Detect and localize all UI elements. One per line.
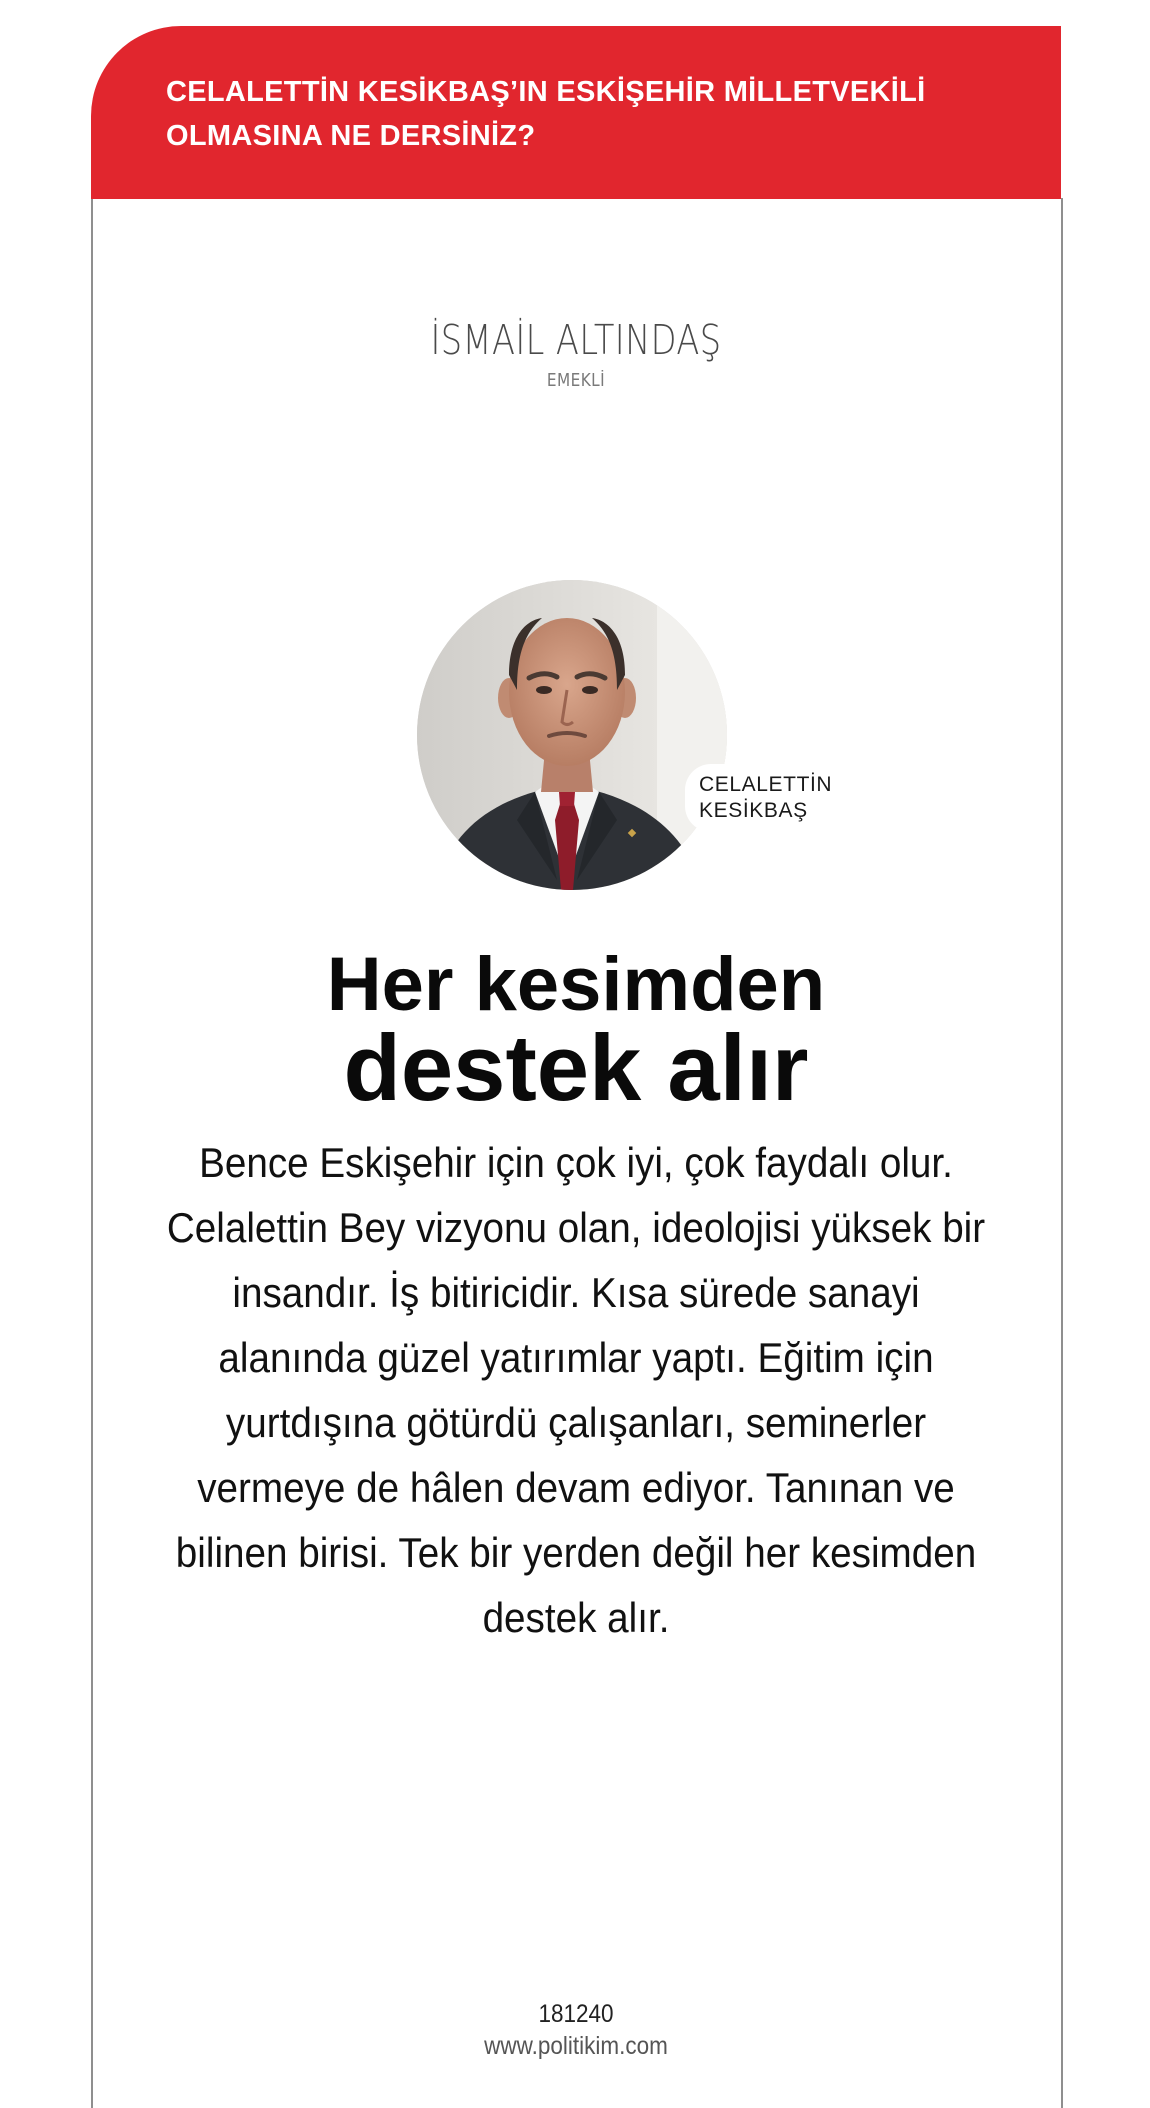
headline-line-2: destek alır	[343, 1015, 809, 1120]
question-title	[166, 70, 1021, 158]
quote-line: Celalettin Bey vizyonu olan, ideolojisi yüksek bir	[166, 1204, 986, 1251]
headline-line-1: Her kesimden	[326, 942, 826, 1027]
quote-line: alanında güzel yatırımlar yaptı. Eğitim için	[218, 1334, 934, 1381]
footer-url[interactable]: www.politikim.com	[484, 2032, 668, 2060]
question-header	[91, 26, 1061, 199]
footer-code: 181240	[538, 2000, 614, 2028]
question-title-line-1: CELALETTİN KESİKBAŞ’IN ESKİŞEHİR MİLLETVEKİLİ	[166, 76, 926, 108]
question-title-line-2: OLMASINA NE DERSİNİZ?	[166, 120, 536, 152]
portrait-illustration	[417, 580, 727, 890]
respondent-role: EMEKLİ	[546, 370, 606, 391]
quote-line: yurtdışına götürdü çalışanları, seminerler	[225, 1399, 927, 1446]
portrait-photo	[417, 580, 727, 890]
quote-line: bilinen birisi. Tek bir yerden değil her kesimden	[175, 1529, 977, 1576]
quote-line: Bence Eskişehir için çok iyi, çok faydalı olur.	[199, 1139, 953, 1186]
article-card	[91, 26, 1061, 2108]
photo-caption-line-2: KESİKBAŞ	[699, 799, 808, 822]
quote-line: insandır. İş bitiricidir. Kısa sürede sanayi	[232, 1269, 920, 1316]
photo-caption	[685, 764, 846, 832]
photo-caption-line-1: CELALETTİN	[699, 773, 833, 796]
respondent-name: İSMAİL ALTINDAŞ	[430, 316, 722, 364]
quote-line: vermeye de hâlen devam ediyor. Tanınan ve	[197, 1464, 955, 1511]
headline	[91, 942, 1061, 1120]
quote-line: destek alır.	[482, 1594, 670, 1641]
quote-body	[167, 1130, 986, 1650]
